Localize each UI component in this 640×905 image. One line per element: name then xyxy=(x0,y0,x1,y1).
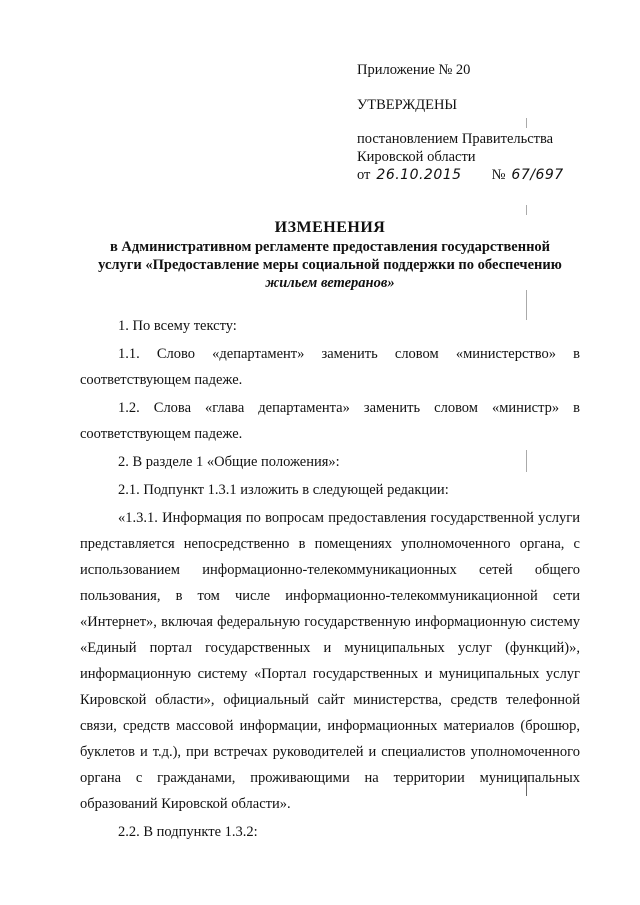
scan-mark xyxy=(526,450,527,472)
handwritten-date: 26.10.2015 xyxy=(376,167,462,183)
paragraph-2-1: 2.1. Подпункт 1.3.1 изложить в следующей редакции: xyxy=(118,482,449,498)
annex-number: Приложение № 20 xyxy=(357,62,471,78)
paragraph-2-2: 2.2. В подпункте 1.3.2: xyxy=(118,824,258,840)
approval-date-row xyxy=(357,166,564,184)
approval-block xyxy=(357,130,564,184)
date-prefix: от xyxy=(357,167,371,183)
title-line2: услуги «Предоставление меры социальной поддержки по обеспечению xyxy=(98,257,562,273)
document-title xyxy=(70,218,590,292)
paragraph-1-3-1: «1.3.1. Информация по вопросам предоставления государственной услуги представляется непосредственно в помещениях уполномоченного органа, с использованием информационно-телекоммуникационных сетей общего пользования, в том числе информационно-телекоммуникационной сети «Интернет», включая федеральную государственную информационную систему «Единый портал государственных и муниципальных услуг (функций)», информационную систему «Портал государственных и муниципальных услуг Кировской области», официальный сайт министерства, средств телефонной связи, средств массовой информации, информационных материалов (брошюр, буклетов и т.д.), при встречах руководителей и специалистов уполномоченного органа с гражданами, проживающими на территории муниципальных образований Кировской области». xyxy=(80,510,580,812)
scan-mark xyxy=(526,118,527,128)
approval-by-line2: Кировской области xyxy=(357,149,476,165)
scan-mark xyxy=(526,776,527,796)
document-body xyxy=(80,313,580,845)
title-line1: в Административном регламенте предоставления государственной xyxy=(109,239,551,255)
approval-by-line1: постановлением Правительства xyxy=(357,131,554,147)
handwritten-number: 67/697 xyxy=(511,167,564,183)
paragraph-2: 2. В разделе 1 «Общие положения»: xyxy=(118,454,340,470)
scan-mark xyxy=(526,290,527,320)
number-prefix: № xyxy=(491,167,506,183)
title-heading: ИЗМЕНЕНИЯ xyxy=(274,219,386,236)
title-line3: жильем ветеранов» xyxy=(265,275,395,291)
paragraph-1: 1. По всему тексту: xyxy=(118,318,237,334)
scan-mark xyxy=(526,205,527,215)
approved-label: УТВЕРЖДЕНЫ xyxy=(357,97,458,113)
paragraph-1-1: 1.1. Слово «департамент» заменить словом «министерство» в соответствующем падеже. xyxy=(80,346,580,388)
paragraph-1-2: 1.2. Слова «глава департамента» заменить словом «министр» в соответствующем падеже. xyxy=(80,400,580,442)
